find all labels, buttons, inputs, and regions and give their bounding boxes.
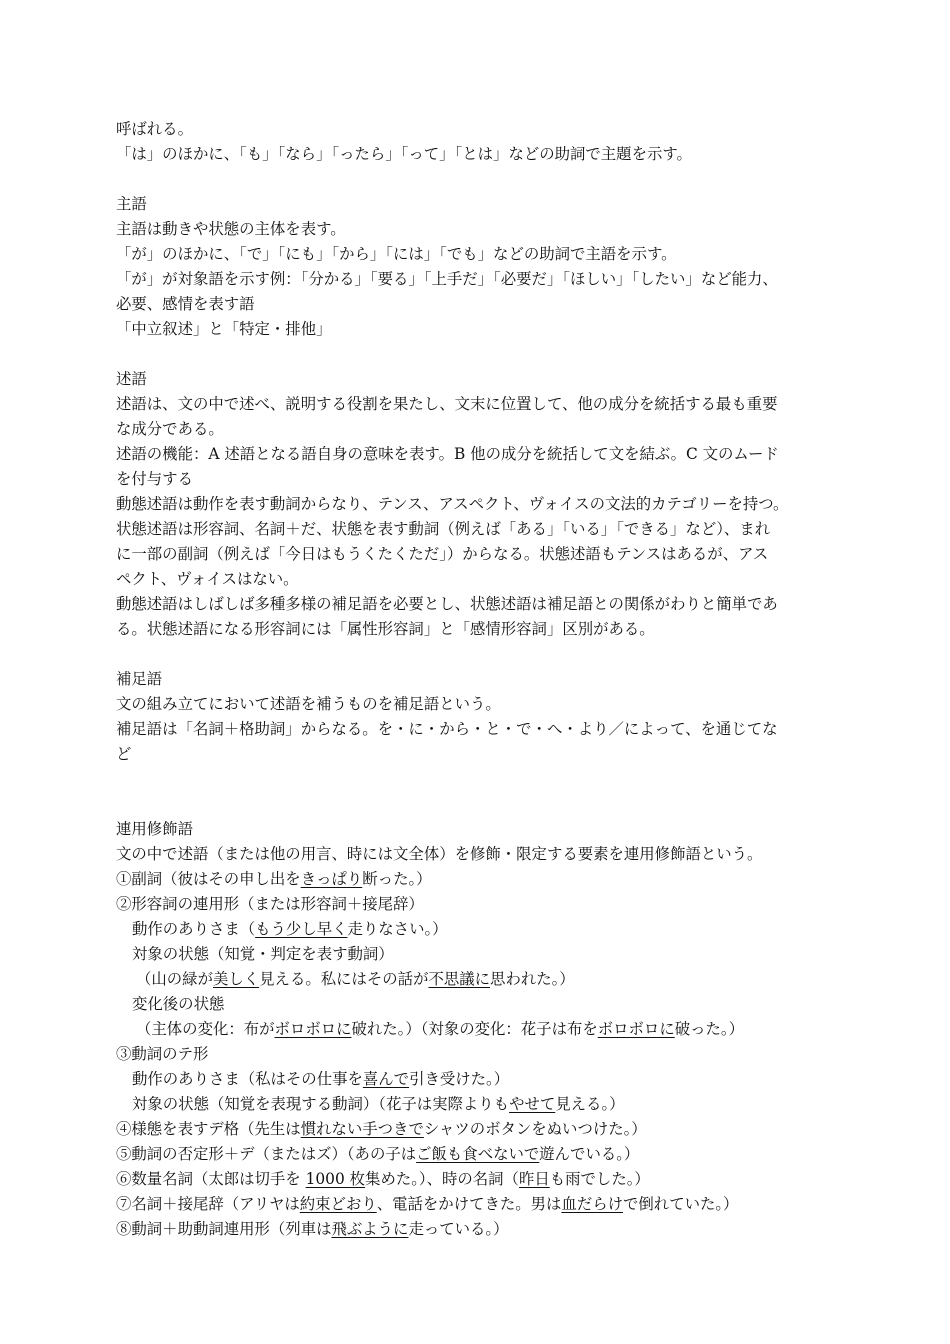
complement-line-2b: ど: [116, 745, 132, 763]
underlined-example: 1000 枚: [305, 1170, 366, 1188]
underlined-example: 慣れない手つきで: [300, 1120, 424, 1138]
predicate-p1a: 述語は、文の中で述べ、説明する役割を果たし、文末に位置して、他の成分を統括する最も重要: [116, 395, 778, 413]
adverbial-item-2-3: （山の緑が美しく見える。私にはその話が不思議に思われた。）: [136, 970, 575, 988]
adverbial-item-8: ⑧動詞＋助動詞連用形（列車は飛ぶように走っている。）: [116, 1220, 509, 1238]
underlined-example: ご飯も食べないで: [416, 1145, 540, 1163]
underlined-example: 昨日: [518, 1170, 550, 1188]
predicate-p4a: 状態述語は形容詞、名詞＋だ、状態を表す動詞（例えば「ある」「いる」「できる」など）、まれ: [116, 520, 771, 538]
spacer: [116, 167, 838, 192]
adverbial-item-3-2: 対象の状態（知覚を表現する動詞）（花子は実際よりもやせて見える。）: [132, 1095, 625, 1113]
predicate-p4c: ペクト、ヴォイスはない。: [116, 570, 299, 588]
underlined-example: きっぱり: [300, 870, 363, 888]
predicate-heading: 述語: [116, 370, 147, 388]
spacer: [116, 642, 838, 667]
underlined-example: 約束どおり: [299, 1195, 377, 1213]
complement-line-1: 文の組み立てにおいて述語を補うものを補足語という。: [116, 695, 501, 713]
adverbial-heading: 連用修飾語: [116, 820, 193, 838]
predicate-p3: 動態述語は動作を表す動詞からなり、テンス、アスペクト、ヴォイスの文法的カテゴリーを持つ。: [116, 495, 789, 513]
complement-heading: 補足語: [116, 670, 163, 688]
underlined-example: ボロボロに: [597, 1020, 675, 1038]
adverbial-intro: 文の中で述語（または他の用言、時には文全体）を修飾・限定する要素を連用修飾語という。: [116, 845, 763, 863]
complement-line-2a: 補足語は「名詞＋格助詞」からなる。を・に・から・と・で・へ・より／によって、を通じてな: [116, 720, 778, 738]
underlined-example: もう少し早く: [255, 920, 348, 938]
predicate-p5b: る。状態述語になる形容詞には「属性形容詞」と「感情形容詞」区別がある。: [116, 620, 655, 638]
predicate-p1b: な成分である。: [116, 420, 224, 438]
subject-heading: 主語: [116, 195, 147, 213]
adverbial-item-2-5: （主体の変化：布がボロボロに破れた。）（対象の変化：花子は布をボロボロに破った。）: [136, 1020, 744, 1038]
subject-line-3b: 必要、感情を表す語: [116, 295, 255, 313]
adverbial-item-2-2: 対象の状態（知覚・判定を表す動詞）: [132, 945, 394, 963]
subject-line-3a: 「が」が対象語を示す例：「分かる」「要る」「上手だ」「必要だ」「ほしい」「したい」など能力、: [116, 270, 778, 288]
subject-line-2: 「が」のほかに、「で」「にも」「から」「には」「でも」などの助詞で主語を示す。: [116, 245, 677, 263]
underlined-example: 喜んで: [362, 1070, 410, 1088]
underlined-example: 美しく: [212, 970, 260, 988]
adverbial-item-7: ⑦名詞＋接尾辞（アリヤは約束どおり、電話をかけてきた。男は血だらけで倒れていた。）: [116, 1195, 739, 1213]
adverbial-item-2: ②形容詞の連用形（または形容詞＋接尾辞）: [116, 895, 424, 913]
predicate-p2b: を付与する: [116, 470, 193, 488]
spacer: [116, 342, 838, 367]
underlined-example: 不思議に: [428, 970, 491, 988]
subject-line-1: 主語は動きや状態の主体を表す。: [116, 220, 346, 238]
adverbial-item-4: ④様態を表すデ格（先生は慣れない手つきでシャツのボタンをぬいつけた。）: [116, 1120, 647, 1138]
underlined-example: 血だらけ: [561, 1195, 624, 1213]
adverbial-item-2-1: 動作のありさま（もう少し早く走りなさい。）: [132, 920, 448, 938]
spacer: [116, 792, 838, 817]
underlined-example: やせて: [509, 1095, 556, 1113]
predicate-p4b: に一部の副詞（例えば「今日はもうくたくただ」）からなる。状態述語もテンスはあるが、アス: [116, 545, 769, 563]
subject-line-4: 「中立叙述」と「特定・排他」: [116, 320, 332, 338]
adverbial-item-6: ⑥数量名詞（太郎は切手を 1000 枚集めた。）、時の名詞（昨日も雨でした。）: [116, 1170, 650, 1188]
spacer: [116, 767, 838, 792]
topic-line-2: 「は」のほかに、「も」「なら」「ったら」「って」「とは」などの助詞で主題を示す。: [116, 145, 692, 163]
topic-line-1: 呼ばれる。: [116, 120, 193, 138]
adverbial-item-3-1: 動作のありさま（私はその仕事を喜んで引き受けた。）: [132, 1070, 510, 1088]
predicate-p5a: 動態述語はしばしば多種多様の補足語を必要とし、状態述語は補足語との関係がわりと簡単であ: [116, 595, 778, 613]
underlined-example: ボロボロに: [274, 1020, 352, 1038]
adverbial-item-1: ①副詞（彼はその申し出をきっぱり断った。）: [116, 870, 432, 888]
predicate-p2a: 述語の機能：A 述語となる語自身の意味を表す。B 他の成分を統括して文を結ぶ。C 文のムード: [116, 445, 779, 463]
document-page: [116, 117, 838, 1242]
adverbial-item-3: ③動詞のテ形: [116, 1045, 209, 1063]
underlined-example: 飛ぶように: [331, 1220, 409, 1238]
adverbial-item-2-4: 変化後の状態: [132, 995, 225, 1013]
adverbial-item-5: ⑤動詞の否定形＋デ（またはズ）（あの子はご飯も食べないで遊んでいる。）: [116, 1145, 640, 1163]
